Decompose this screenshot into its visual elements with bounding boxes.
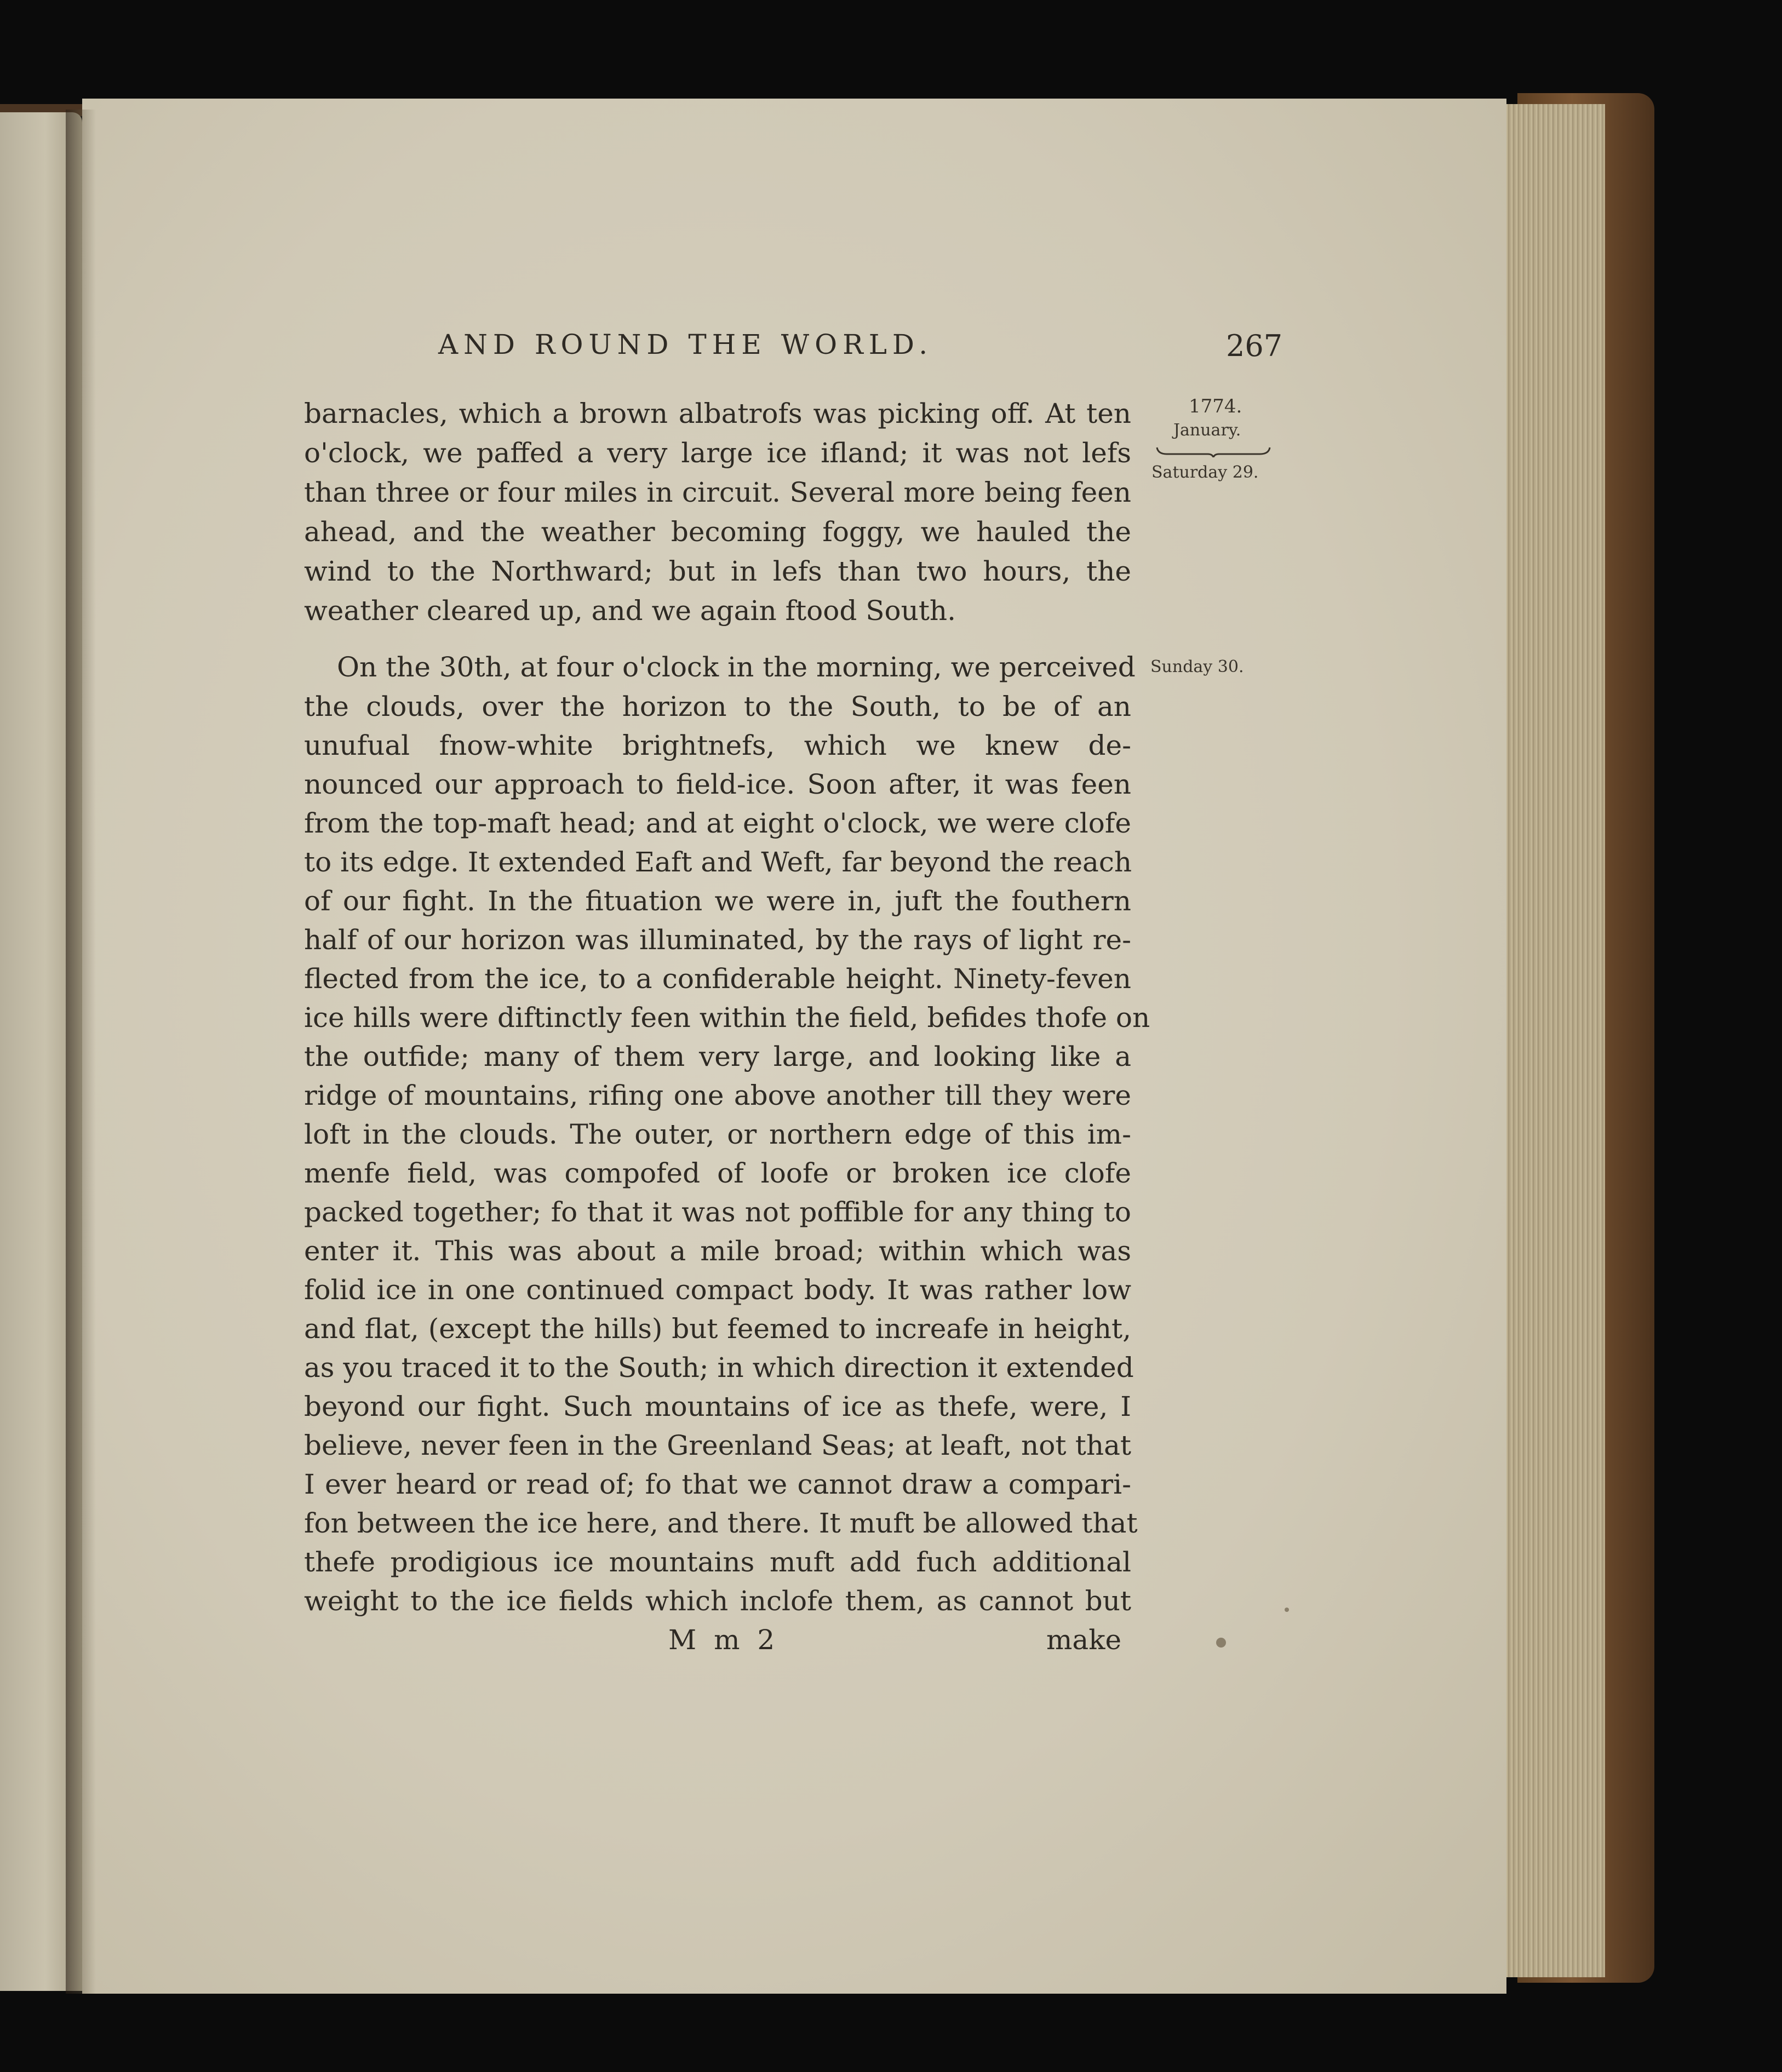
text-line: half of our horizon was illuminated, by the rays of light re- (304, 924, 1131, 956)
text-line: ice hills were diftinctly feen within the field, befides thofe on (304, 1002, 1150, 1034)
text-line: than three or four miles in circuit. Several more being feen (304, 477, 1131, 508)
text-line: to its edge. It extended Eaft and Weft, far beyond the reach (304, 846, 1132, 878)
text-line: menfe field, was compofed of loofe or broken ice clofe (304, 1157, 1131, 1189)
text-line: of our fight. In the fituation we were in, juft the fouthern (304, 885, 1131, 917)
signature-mark: M m 2 (668, 1624, 780, 1656)
text-line: flected from the ice, to a confiderable height. Ninety-feven (304, 963, 1131, 995)
text-line: unufual fnow-white brightnefs, which we knew de- (304, 730, 1131, 761)
text-line: from the top-maft head; and at eight o'clock, we were clofe (304, 807, 1131, 839)
text-line: believe, never feen in the Greenland Seas; at leaft, not that (304, 1430, 1131, 1461)
text-line: folid ice in one continued compact body. It was rather low (304, 1274, 1131, 1306)
margin-year: 1774. (1189, 395, 1242, 417)
page-edges (1495, 104, 1605, 1977)
text-line: the outfide; many of them very large, and looking like a (304, 1041, 1131, 1072)
margin-day-sunday: Sunday 30. (1150, 657, 1244, 676)
text-line: the clouds, over the horizon to the South, to be of an (304, 691, 1131, 722)
text-line: enter it. This was about a mile broad; within which was (304, 1235, 1131, 1267)
text-line: I ever heard or read of; fo that we cannot draw a compari- (304, 1468, 1131, 1500)
text-line: On the 30th, at four o'clock in the morning, we perceived (337, 651, 1136, 683)
text-line: barnacles, which a brown albatrofs was picking off. At ten (304, 398, 1131, 429)
text-line: beyond our fight. Such mountains of ice as thefe, were, I (304, 1391, 1131, 1422)
text-line: loft in the clouds. The outer, or northern edge of this im- (304, 1118, 1131, 1150)
text-line: thefe prodigious ice mountains muft add fuch additional (304, 1546, 1131, 1578)
paper-speck (1285, 1608, 1289, 1612)
text-line: ahead, and the weather becoming foggy, we hauled the (304, 516, 1131, 548)
text-line: and flat, (except the hills) but feemed to increafe in height, (304, 1313, 1131, 1345)
text-line: fon between the ice here, and there. It muft be allowed that (304, 1507, 1138, 1539)
page-number: 267 (1226, 329, 1283, 363)
margin-brace (1156, 446, 1271, 457)
text-line: weight to the ice fields which inclofe them, as cannot but (304, 1585, 1131, 1617)
text-line: packed together; fo that it was not poffible for any thing to (304, 1196, 1131, 1228)
margin-month: January. (1173, 421, 1241, 440)
paper-speck (1216, 1638, 1226, 1648)
text-line: as you traced it to the South; in which direction it extended (304, 1352, 1134, 1384)
margin-day-saturday: Saturday 29. (1151, 463, 1259, 482)
text-line: ridge of mountains, rifing one above another till they were (304, 1080, 1131, 1111)
gutter-shadow (66, 110, 96, 1994)
text-line: nounced our approach to field-ice. Soon after, it was feen (304, 768, 1131, 800)
running-head: AND ROUND THE WORLD. (438, 329, 933, 360)
text-line: weather cleared up, and we again ftood South. (304, 595, 956, 627)
text-line: wind to the Northward; but in lefs than two hours, the (304, 555, 1131, 587)
text-line: o'clock, we paffed a very large ice ifland; it was not lefs (304, 437, 1131, 469)
catchword: make (1046, 1624, 1122, 1656)
